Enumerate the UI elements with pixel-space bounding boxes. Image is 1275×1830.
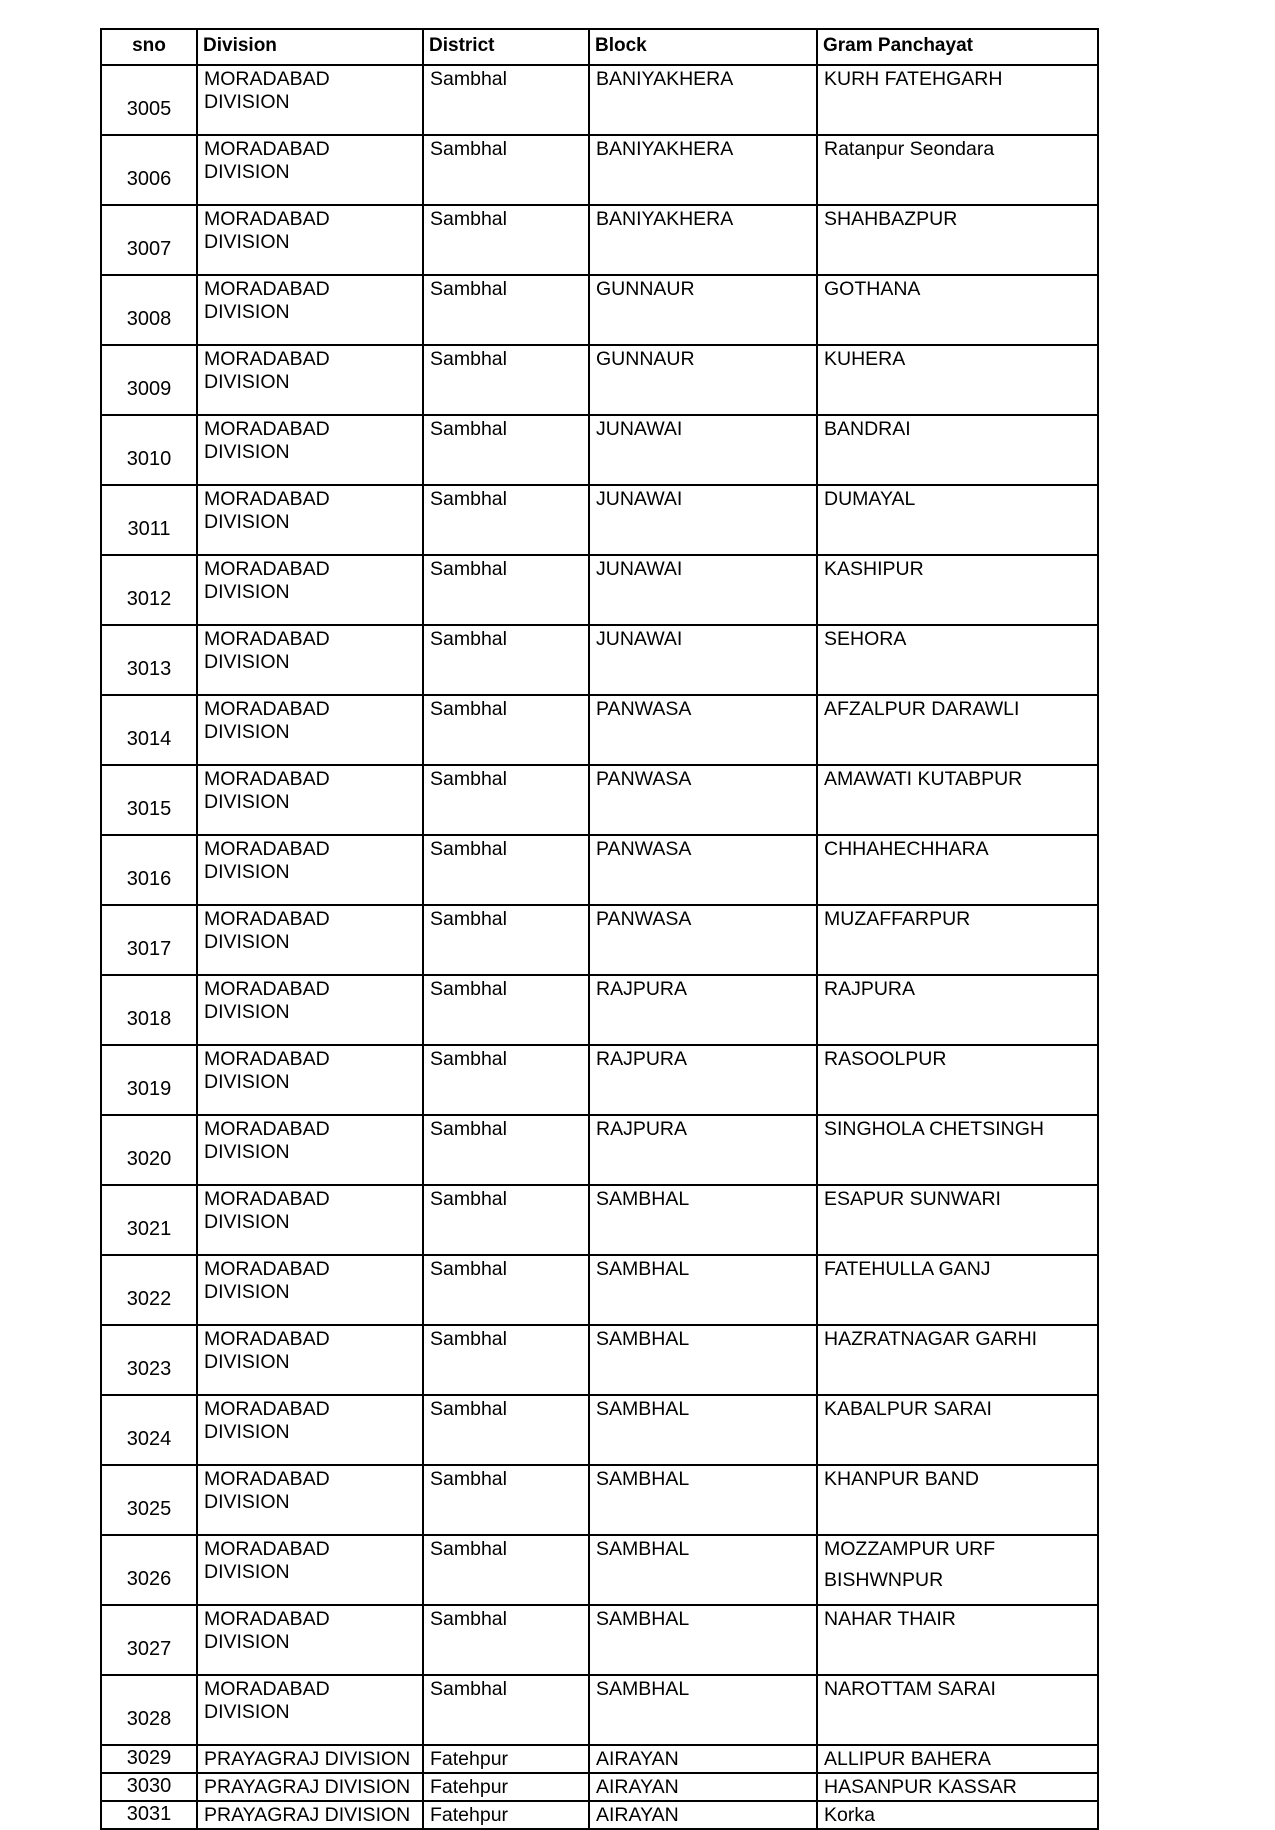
- cell-sno: 3010: [101, 415, 197, 485]
- cell-text-line: MOZZAMPUR URF: [824, 1538, 996, 1560]
- cell-district: Sambhal: [423, 1465, 589, 1535]
- cell-sno: 3028: [101, 1675, 197, 1745]
- cell-gram-panchayat: SINGHOLA CHETSINGH: [817, 1115, 1098, 1185]
- cell-sno: 3017: [101, 905, 197, 975]
- cell-sno: 3012: [101, 555, 197, 625]
- cell-division: MORADABAD DIVISION: [197, 1185, 423, 1255]
- cell-district: Fatehpur: [423, 1773, 589, 1801]
- cell-district: Fatehpur: [423, 1801, 589, 1829]
- cell-block: AIRAYAN: [589, 1745, 817, 1773]
- cell-district: Sambhal: [423, 625, 589, 695]
- cell-block: GUNNAUR: [589, 275, 817, 345]
- cell-district: Sambhal: [423, 555, 589, 625]
- table-row: [101, 415, 1098, 485]
- cell-gram-panchayat: BANDRAI: [817, 415, 1098, 485]
- table-row: [101, 905, 1098, 975]
- table-row: [101, 135, 1098, 205]
- cell-sno: 3009: [101, 345, 197, 415]
- cell-gram-panchayat: ESAPUR SUNWARI: [817, 1185, 1098, 1255]
- cell-sno: 3006: [101, 135, 197, 205]
- cell-sno: 3007: [101, 205, 197, 275]
- cell-sno: 3029: [101, 1745, 197, 1773]
- cell-district: Sambhal: [423, 1115, 589, 1185]
- cell-block: SAMBHAL: [589, 1395, 817, 1465]
- cell-division: MORADABAD DIVISION: [197, 275, 423, 345]
- cell-gram-panchayat: KUHERA: [817, 345, 1098, 415]
- table-row: [101, 975, 1098, 1045]
- cell-gram-panchayat: NAHAR THAIR: [817, 1605, 1098, 1675]
- cell-sno: 3013: [101, 625, 197, 695]
- table-header: [101, 29, 1098, 65]
- table-row: [101, 555, 1098, 625]
- table-row: [101, 1801, 1098, 1829]
- cell-district: Sambhal: [423, 1185, 589, 1255]
- cell-district: Sambhal: [423, 1605, 589, 1675]
- cell-gram-panchayat: SEHORA: [817, 625, 1098, 695]
- cell-sno: 3016: [101, 835, 197, 905]
- table-row: [101, 1745, 1098, 1773]
- table-row: [101, 1325, 1098, 1395]
- table-row: [101, 1535, 1098, 1605]
- column-header-gram-panchayat: Gram Panchayat: [817, 29, 1098, 65]
- gram-panchayat-table: [100, 28, 1099, 1830]
- cell-block: SAMBHAL: [589, 1185, 817, 1255]
- cell-division: MORADABAD DIVISION: [197, 1255, 423, 1325]
- cell-gram-panchayat: [817, 1535, 1098, 1605]
- cell-division: MORADABAD DIVISION: [197, 1325, 423, 1395]
- table-row: [101, 835, 1098, 905]
- table-row: [101, 1185, 1098, 1255]
- table-header-row: [101, 29, 1098, 65]
- cell-gram-panchayat: MUZAFFARPUR: [817, 905, 1098, 975]
- cell-division: PRAYAGRAJ DIVISION: [197, 1745, 423, 1773]
- cell-gram-panchayat: RASOOLPUR: [817, 1045, 1098, 1115]
- cell-text-line: BISHWNPUR: [824, 1569, 944, 1591]
- column-header-sno: sno: [101, 29, 197, 65]
- cell-district: Sambhal: [423, 765, 589, 835]
- table-row: [101, 625, 1098, 695]
- cell-sno: 3020: [101, 1115, 197, 1185]
- cell-division: MORADABAD DIVISION: [197, 555, 423, 625]
- cell-sno: 3014: [101, 695, 197, 765]
- cell-gram-panchayat: ALLIPUR BAHERA: [817, 1745, 1098, 1773]
- cell-division: MORADABAD DIVISION: [197, 345, 423, 415]
- cell-sno: 3022: [101, 1255, 197, 1325]
- cell-sno: 3015: [101, 765, 197, 835]
- table-row: [101, 1605, 1098, 1675]
- table-row: [101, 205, 1098, 275]
- cell-block: JUNAWAI: [589, 485, 817, 555]
- cell-gram-panchayat: HASANPUR KASSAR: [817, 1773, 1098, 1801]
- cell-division: MORADABAD DIVISION: [197, 1115, 423, 1185]
- cell-district: Sambhal: [423, 205, 589, 275]
- cell-block: PANWASA: [589, 905, 817, 975]
- cell-division: MORADABAD DIVISION: [197, 1605, 423, 1675]
- cell-division: MORADABAD DIVISION: [197, 205, 423, 275]
- cell-gram-panchayat: Korka: [817, 1801, 1098, 1829]
- cell-block: RAJPURA: [589, 975, 817, 1045]
- table-row: [101, 1115, 1098, 1185]
- table-row: [101, 345, 1098, 415]
- cell-sno: 3018: [101, 975, 197, 1045]
- cell-division: MORADABAD DIVISION: [197, 625, 423, 695]
- cell-gram-panchayat: KASHIPUR: [817, 555, 1098, 625]
- cell-block: PANWASA: [589, 695, 817, 765]
- cell-block: SAMBHAL: [589, 1605, 817, 1675]
- cell-block: GUNNAUR: [589, 345, 817, 415]
- cell-gram-panchayat: NAROTTAM SARAI: [817, 1675, 1098, 1745]
- cell-district: Sambhal: [423, 1395, 589, 1465]
- cell-block: RAJPURA: [589, 1045, 817, 1115]
- cell-division: MORADABAD DIVISION: [197, 1395, 423, 1465]
- cell-division: MORADABAD DIVISION: [197, 1465, 423, 1535]
- cell-district: Sambhal: [423, 1255, 589, 1325]
- table-row: [101, 1675, 1098, 1745]
- table-row: [101, 1773, 1098, 1801]
- cell-block: RAJPURA: [589, 1115, 817, 1185]
- cell-sno: 3025: [101, 1465, 197, 1535]
- cell-gram-panchayat: RAJPURA: [817, 975, 1098, 1045]
- cell-district: Sambhal: [423, 415, 589, 485]
- cell-district: Sambhal: [423, 1325, 589, 1395]
- cell-district: Fatehpur: [423, 1745, 589, 1773]
- table-row: [101, 1465, 1098, 1535]
- cell-sno: 3008: [101, 275, 197, 345]
- cell-sno: 3026: [101, 1535, 197, 1605]
- cell-block: BANIYAKHERA: [589, 205, 817, 275]
- cell-division: MORADABAD DIVISION: [197, 135, 423, 205]
- cell-district: Sambhal: [423, 695, 589, 765]
- cell-division: MORADABAD DIVISION: [197, 835, 423, 905]
- cell-division: MORADABAD DIVISION: [197, 1045, 423, 1115]
- table-body: [101, 65, 1098, 1829]
- cell-district: Sambhal: [423, 975, 589, 1045]
- cell-district: Sambhal: [423, 345, 589, 415]
- cell-block: AIRAYAN: [589, 1801, 817, 1829]
- cell-block: SAMBHAL: [589, 1325, 817, 1395]
- cell-district: Sambhal: [423, 1535, 589, 1605]
- column-header-district: District: [423, 29, 589, 65]
- cell-sno: 3019: [101, 1045, 197, 1115]
- column-header-division: Division: [197, 29, 423, 65]
- cell-district: Sambhal: [423, 135, 589, 205]
- cell-district: Sambhal: [423, 275, 589, 345]
- cell-block: SAMBHAL: [589, 1255, 817, 1325]
- cell-sno: 3011: [101, 485, 197, 555]
- cell-sno: 3024: [101, 1395, 197, 1465]
- cell-gram-panchayat: CHHAHECHHARA: [817, 835, 1098, 905]
- cell-division: MORADABAD DIVISION: [197, 485, 423, 555]
- cell-gram-panchayat: SHAHBAZPUR: [817, 205, 1098, 275]
- cell-block: AIRAYAN: [589, 1773, 817, 1801]
- cell-sno: 3023: [101, 1325, 197, 1395]
- cell-block: PANWASA: [589, 765, 817, 835]
- cell-gram-panchayat: DUMAYAL: [817, 485, 1098, 555]
- cell-gram-panchayat: KABALPUR SARAI: [817, 1395, 1098, 1465]
- cell-block: SAMBHAL: [589, 1465, 817, 1535]
- table-row: [101, 275, 1098, 345]
- column-header-block: Block: [589, 29, 817, 65]
- table-row: [101, 1395, 1098, 1465]
- cell-gram-panchayat: Ratanpur Seondara: [817, 135, 1098, 205]
- cell-gram-panchayat: AFZALPUR DARAWLI: [817, 695, 1098, 765]
- cell-district: Sambhal: [423, 65, 589, 135]
- cell-gram-panchayat: GOTHANA: [817, 275, 1098, 345]
- cell-block: SAMBHAL: [589, 1675, 817, 1745]
- cell-district: Sambhal: [423, 905, 589, 975]
- cell-district: Sambhal: [423, 1045, 589, 1115]
- cell-gram-panchayat: FATEHULLA GANJ: [817, 1255, 1098, 1325]
- cell-division: MORADABAD DIVISION: [197, 1535, 423, 1605]
- cell-division: MORADABAD DIVISION: [197, 905, 423, 975]
- cell-block: SAMBHAL: [589, 1535, 817, 1605]
- cell-division: PRAYAGRAJ DIVISION: [197, 1801, 423, 1829]
- table-row: [101, 1045, 1098, 1115]
- cell-block: PANWASA: [589, 835, 817, 905]
- cell-sno: 3021: [101, 1185, 197, 1255]
- cell-division: MORADABAD DIVISION: [197, 65, 423, 135]
- cell-division: MORADABAD DIVISION: [197, 975, 423, 1045]
- cell-sno: 3027: [101, 1605, 197, 1675]
- cell-division: MORADABAD DIVISION: [197, 695, 423, 765]
- cell-division: MORADABAD DIVISION: [197, 1675, 423, 1745]
- cell-division: PRAYAGRAJ DIVISION: [197, 1773, 423, 1801]
- cell-block: JUNAWAI: [589, 415, 817, 485]
- cell-district: Sambhal: [423, 1675, 589, 1745]
- cell-sno: 3030: [101, 1773, 197, 1801]
- cell-block: BANIYAKHERA: [589, 65, 817, 135]
- table-row: [101, 485, 1098, 555]
- cell-district: Sambhal: [423, 835, 589, 905]
- cell-gram-panchayat: HAZRATNAGAR GARHI: [817, 1325, 1098, 1395]
- cell-block: BANIYAKHERA: [589, 135, 817, 205]
- cell-sno: 3031: [101, 1801, 197, 1829]
- cell-gram-panchayat: KURH FATEHGARH: [817, 65, 1098, 135]
- cell-block: JUNAWAI: [589, 625, 817, 695]
- table-row: [101, 65, 1098, 135]
- cell-gram-panchayat: KHANPUR BAND: [817, 1465, 1098, 1535]
- table-row: [101, 695, 1098, 765]
- cell-gram-panchayat: AMAWATI KUTABPUR: [817, 765, 1098, 835]
- cell-sno: 3005: [101, 65, 197, 135]
- cell-division: MORADABAD DIVISION: [197, 765, 423, 835]
- cell-block: JUNAWAI: [589, 555, 817, 625]
- cell-division: MORADABAD DIVISION: [197, 415, 423, 485]
- table-row: [101, 1255, 1098, 1325]
- table-row: [101, 765, 1098, 835]
- cell-district: Sambhal: [423, 485, 589, 555]
- gram-panchayat-table-wrapper: [100, 28, 1097, 1830]
